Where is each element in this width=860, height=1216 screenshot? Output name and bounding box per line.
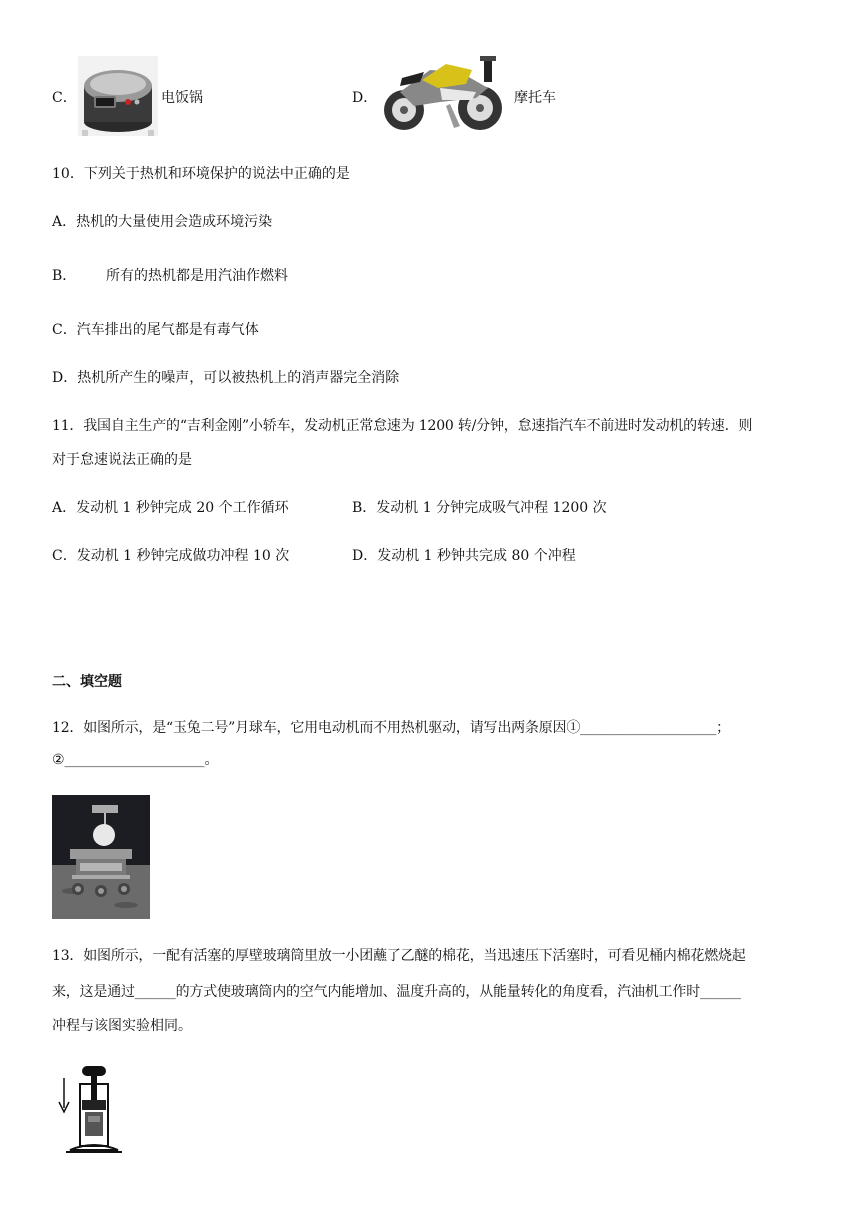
section-heading: 二、填空题 (52, 674, 122, 690)
lunar-rover-image (52, 795, 150, 919)
q10-option-a: A．热机的大量使用会造成环境污染 (52, 214, 273, 230)
q11-stem-line1: 11．我国自主生产的“吉利金刚”小轿车，发动机正常怠速为 1200 转/分钟，怠速指汽车不前进时发动机的转速．则 (52, 418, 753, 434)
option-c-letter: C． (52, 90, 77, 106)
down-arrow-icon (59, 1078, 69, 1112)
q13-line3: 冲程与该图实验相同。 (52, 1018, 192, 1034)
q11-option-d: D．发动机 1 秒钟共完成 80 个冲程 (352, 548, 576, 564)
q11-stem-line2: 对于怠速说法正确的是 (52, 452, 192, 468)
option-d-label: 摩托车 (514, 90, 556, 106)
q10-stem: 10．下列关于热机和环境保护的说法中正确的是 (52, 166, 350, 182)
q11-option-c: C．发动机 1 秒钟完成做功冲程 10 次 (52, 548, 290, 564)
rice-cooker-image (78, 56, 158, 136)
q13-line2: 来，这是通过______的方式使玻璃筒内的空气内能增加、温度升高的，从能量转化的角度看，汽油机工作时______ (52, 984, 741, 1000)
piston-cylinder-image (56, 1064, 136, 1156)
q12-line1: 12．如图所示，是“玉兔二号”月球车，它用电动机而不用热机驱动，请写出两条原因①____________________； (52, 720, 730, 736)
q10-option-b-letter: B． (52, 268, 77, 284)
q11-option-b: B．发动机 1 分钟完成吸气冲程 1200 次 (352, 500, 607, 516)
motorcycle-image (380, 52, 510, 136)
option-c-label: 电饭锅 (161, 90, 203, 106)
q13-line1: 13．如图所示，一配有活塞的厚壁玻璃筒里放一小团蘸了乙醚的棉花，当迅速压下活塞时，可看见桶内棉花燃烧起 (52, 948, 746, 964)
q12-line2: ②____________________。 (52, 752, 219, 768)
option-d-letter: D． (352, 90, 378, 106)
q10-option-d: D．热机所产生的噪声，可以被热机上的消声器完全消除 (52, 370, 400, 386)
q11-option-a: A．发动机 1 秒钟完成 20 个工作循环 (52, 500, 289, 516)
q10-option-c: C．汽车排出的尾气都是有毒气体 (52, 322, 259, 338)
q10-option-b-text: 所有的热机都是用汽油作燃料 (106, 268, 288, 284)
